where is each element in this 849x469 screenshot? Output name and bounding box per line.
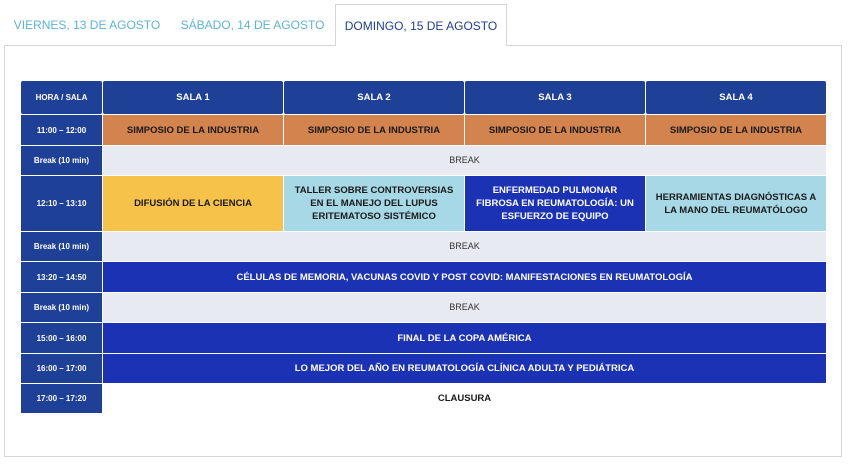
session-industry-sala-4[interactable]: SIMPOSIO DE LA INDUSTRIA: [646, 115, 826, 145]
time-slot: 16:00 – 17:00: [21, 354, 102, 383]
session-difusion-ciencia[interactable]: DIFUSIÓN DE LA CIENCIA: [103, 176, 283, 231]
schedule-panel: [4, 45, 842, 457]
break-row: BREAK: [103, 146, 826, 175]
session-industry-sala-1[interactable]: SIMPOSIO DE LA INDUSTRIA: [103, 115, 283, 145]
time-slot: 11:00 – 12:00: [21, 115, 102, 145]
break-row: BREAK: [103, 293, 826, 322]
tab-friday[interactable]: VIERNES, 13 DE AGOSTO: [13, 17, 161, 32]
session-enfermedad-pulmonar[interactable]: ENFERMEDAD PULMONAR FIBROSA EN REUMATOLOGÍA: UN ESFUERZO DE EQUIPO: [465, 176, 645, 231]
time-slot: Break (10 min): [21, 232, 102, 261]
header-hora-sala: HORA / SALA: [21, 81, 102, 114]
session-herramientas-diagnosticas[interactable]: HERRAMIENTAS DIAGNÓSTICAS A LA MANO DEL REUMATÓLOGO: [646, 176, 826, 231]
time-slot: 17:00 – 17:20: [21, 384, 102, 413]
header-sala-4: SALA 4: [646, 81, 826, 114]
time-slot: 13:20 – 14:50: [21, 262, 102, 292]
header-sala-3: SALA 3: [465, 81, 645, 114]
time-slot: 15:00 – 16:00: [21, 323, 102, 353]
session-industry-sala-3[interactable]: SIMPOSIO DE LA INDUSTRIA: [465, 115, 645, 145]
header-sala-1: SALA 1: [103, 81, 283, 114]
session-clausura[interactable]: CLAUSURA: [103, 384, 826, 413]
break-row: BREAK: [103, 232, 826, 261]
time-slot: 12:10 – 13:10: [21, 176, 102, 231]
day-tabs: [0, 0, 849, 45]
session-industry-sala-2[interactable]: SIMPOSIO DE LA INDUSTRIA: [284, 115, 464, 145]
tab-sunday[interactable]: DOMINGO, 15 DE AGOSTO: [335, 4, 507, 46]
time-slot: Break (10 min): [21, 146, 102, 175]
session-celulas-memoria[interactable]: CÉLULAS DE MEMORIA, VACUNAS COVID Y POST COVID: MANIFESTACIONES EN REUMATOLOGÍA: [103, 262, 826, 292]
time-slot: Break (10 min): [21, 293, 102, 322]
tab-saturday[interactable]: SÁBADO, 14 DE AGOSTO: [180, 17, 325, 32]
session-taller-lupus[interactable]: TALLER SOBRE CONTROVERSIAS EN EL MANEJO DEL LUPUS ERITEMATOSO SISTÉMICO: [284, 176, 464, 231]
session-lo-mejor-del-ano[interactable]: LO MEJOR DEL AÑO EN REUMATOLOGÍA CLÍNICA ADULTA Y PEDIÁTRICA: [103, 354, 826, 383]
session-final-copa-america[interactable]: FINAL DE LA COPA AMÉRICA: [103, 323, 826, 353]
header-sala-2: SALA 2: [284, 81, 464, 114]
